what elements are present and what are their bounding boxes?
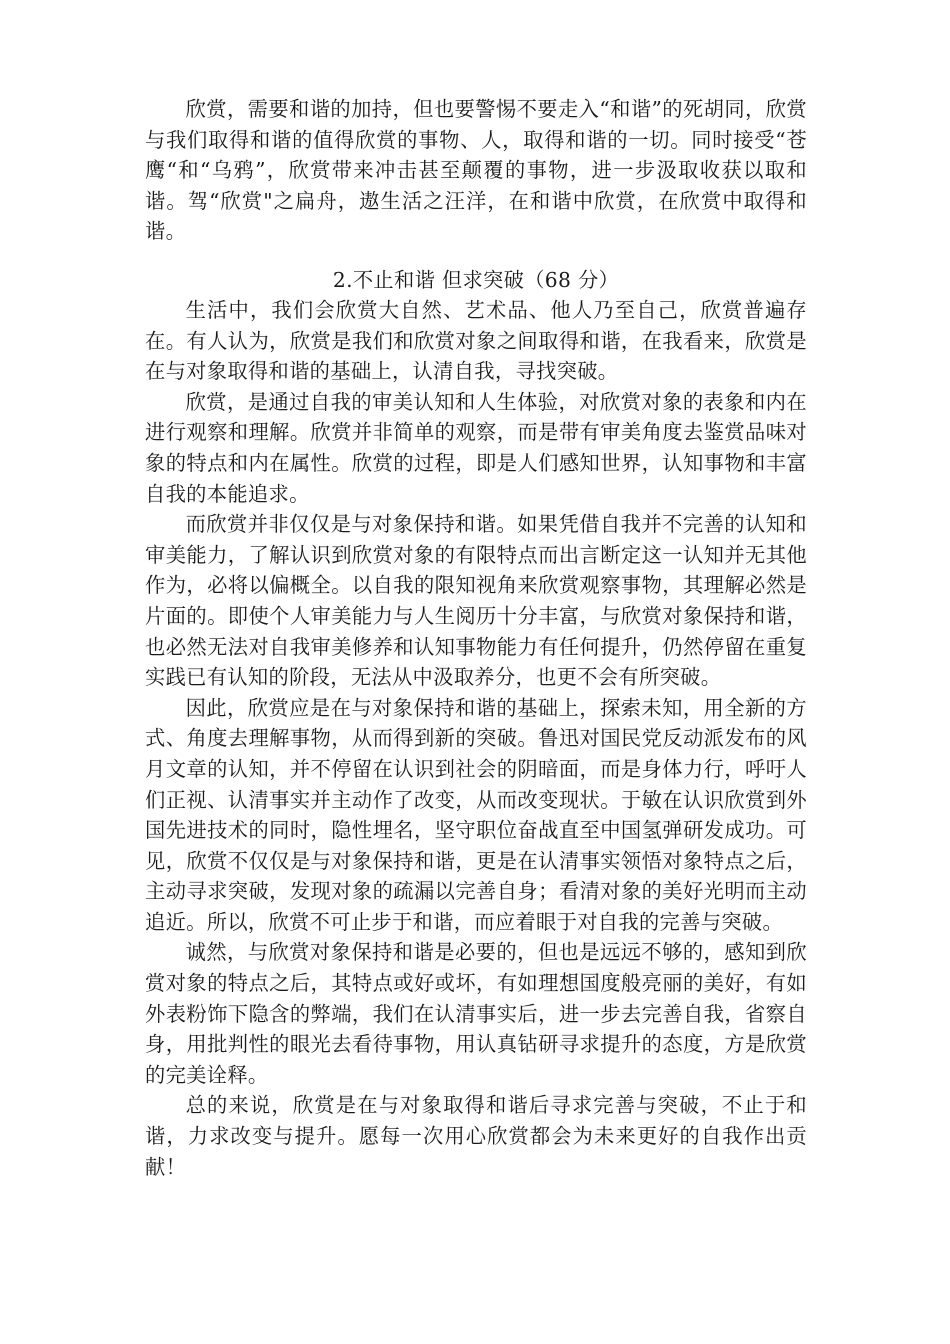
essay-paragraph-3: 而欣赏并非仅仅是与对象保持和谐。如果凭借自我并不完善的认知和审美能力，了解认识到欣赏对象的有限特点而出言断定这一认知并无其他作为，必将以偏概全。以自我的限知视角来欣赏观察事物，其理解必然是片面的。即使个人审美能力与人生阅历十分丰富，与欣赏对象保持和谐，也必然无法对自我审美修养和认知事物能力有任何提升，仍然停留在重复实践已有认知的阶段，无法从中汲取养分，也更不会有所突破。: [145, 512, 807, 690]
essay-paragraph-2: 欣赏，是通过自我的审美认知和人生体验，对欣赏对象的表象和内在进行观察和理解。欣赏并非简单的观察，而是带有审美角度去鉴赏品味对象的特点和内在属性。欣赏的过程，即是人们感知世界，认知事物和丰富自我的本能追求。: [145, 389, 807, 506]
intro-section: [145, 94, 807, 247]
essay-paragraph-5: 诚然，与欣赏对象保持和谐是必要的，但也是远远不够的，感知到欣赏对象的特点之后，其特点或好或坏，有如理想国度般亮丽的美好，有如外表粉饰下隐含的弊端，我们在认清事实后，进一步去完善自我，省察自身，用批判性的眼光去看待事物，用认真钻研寻求提升的态度，方是欣赏的完美诠释。: [145, 940, 807, 1087]
intro-paragraph: 欣赏，需要和谐的加持，但也要警惕不要走入“和谐”的死胡同，欣赏与我们取得和谐的值得欣赏的事物、人，取得和谐的一切。同时接受“苍鹰“和“乌鸦”，欣赏带来冲击甚至颠覆的事物，进一步汲取收获以取和谐。驾“欣赏"之扁舟，遨生活之汪洋，在和谐中欣赏，在欣赏中取得和谐。: [145, 97, 807, 244]
essay-paragraph-4: 因此，欣赏应是在与对象保持和谐的基础上，探索未知，用全新的方式、角度去理解事物，从而得到新的突破。鲁迅对国民党反动派发布的风月文章的认知，并不停留在认识到社会的阴暗面，而是身体力行，呼吁人们正视、认清事实并主动作了改变，从而改变现状。于敏在认识欣赏到外国先进技术的同时，隐性埋名，坚守职位奋战直至中国氢弹研发成功。可见，欣赏不仅仅是与对象保持和谐，更是在认清事实领悟对象特点之后，主动寻求突破，发现对象的疏漏以完善自身；看清对象的美好光明而主动追近。所以，欣赏不可止步于和谐，而应着眼于对自我的完善与突破。: [145, 695, 807, 934]
essay-title: 2.不止和谐 但求突破（68 分）: [332, 268, 620, 292]
essay-paragraph-1: 生活中，我们会欣赏大自然、艺术品、他人乃至自己，欣赏普遍存在。有人认为，欣赏是我们和欣赏对象之间取得和谐，在我看来，欣赏是在与对象取得和谐的基础上，认清自我，寻找突破。: [145, 298, 807, 384]
essay-paragraph-6: 总的来说，欣赏是在与对象取得和谐后寻求完善与突破，不止于和谐，力求改变与提升。愿每一次用心欣赏都会为未来更好的自我作出贡献！: [145, 1093, 807, 1179]
essay-body: [145, 295, 807, 1182]
